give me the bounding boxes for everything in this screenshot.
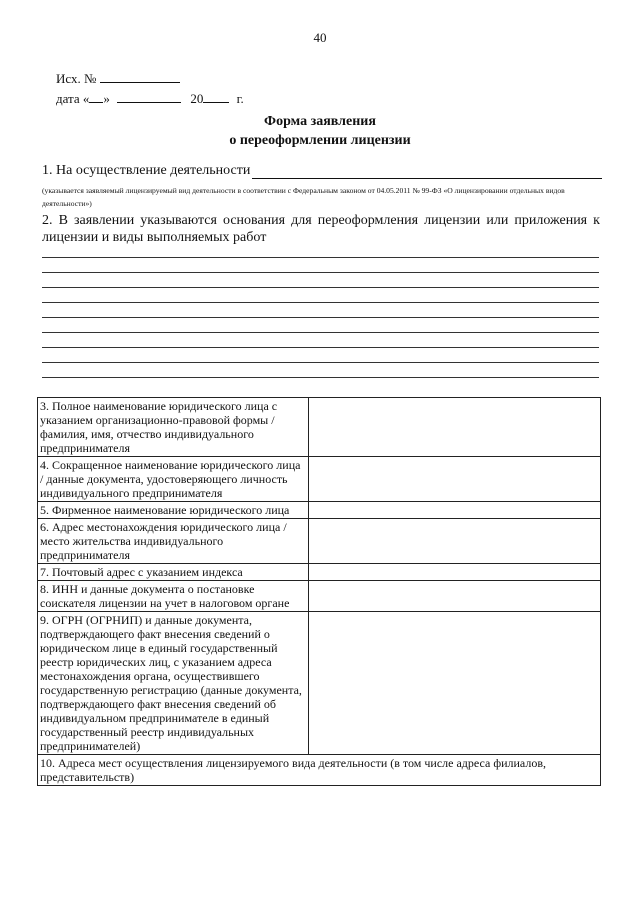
row-value-field[interactable] [309,398,601,457]
outgoing-number-label: Исх. № [56,71,97,86]
row-label: 8. ИНН и данные документа о постановке соискателя лицензии на учет в налоговом органе [38,581,309,612]
date-prefix: дата « [56,91,90,106]
form-title: Форма заявления [264,114,376,129]
activity-line [42,163,602,179]
outgoing-number-line [56,70,180,87]
outgoing-number-field[interactable] [100,70,180,83]
date-day-field[interactable] [89,90,103,103]
table-row [38,457,601,502]
grounds-line[interactable] [42,362,599,363]
date-line [56,90,244,107]
page-number: 40 [313,30,327,45]
addresses-row[interactable]: 10. Адреса мест осуществления лицензируемого вида деятельности (в том числе адреса филиалов, представительств) [38,755,601,786]
date-quote-close: » [103,91,110,106]
date-month-field[interactable] [117,90,181,103]
grounds-line[interactable] [42,377,599,378]
grounds-line[interactable] [42,332,599,333]
table-row [38,581,601,612]
activity-label: 1. На осуществление деятельности [42,163,251,178]
form-subtitle: о переоформлении лицензии [229,133,411,148]
grounds-line[interactable] [42,257,599,258]
table-row [38,398,601,457]
grounds-line[interactable] [42,272,599,273]
table-row [38,502,601,519]
grounds-line[interactable] [42,347,599,348]
row-label: 6. Адрес местонахождения юридического лица / место жительства индивидуального предпринимателя [38,519,309,564]
row-value-field[interactable] [309,564,601,581]
row-label: 4. Сокращенное наименование юридического лица / данные документа, удостоверяющего личность индивидуального предпринимателя [38,457,309,502]
row-label: 3. Полное наименование юридического лица с указанием организационно-правовой формы / фамилия, имя, отчество индивидуального предпринимателя [38,398,309,457]
row-label: 9. ОГРН (ОГРНИП) и данные документа, подтверждающего факт внесения сведений о юридическом лице в единый государственный реестр юридических лиц, с указанием адреса местонахождения органа, осуществившего государственную регистрацию (данные документа, подтверждающего факт внесения сведений об индивидуальном предпринимателе в единый государственный реестр индивидуальных предпринимателей) [38,612,309,755]
row-value-field[interactable] [309,581,601,612]
row-value-field[interactable] [309,612,601,755]
grounds-line[interactable] [42,317,599,318]
table-row [38,755,601,786]
row-value-field[interactable] [309,457,601,502]
date-year-prefix: 20 [190,91,204,106]
table-row [38,564,601,581]
date-year-field[interactable] [203,90,229,103]
applicant-info-table [37,397,601,786]
grounds-heading: 2. В заявлении указываются основания для переоформления лицензии или приложения к лицензии и виды выполняемых работ [42,213,600,245]
table-row [38,612,601,755]
row-value-field[interactable] [309,519,601,564]
table-row [38,519,601,564]
activity-field[interactable] [252,164,602,179]
row-value-field[interactable] [309,502,601,519]
grounds-line[interactable] [42,302,599,303]
row-label: 7. Почтовый адрес с указанием индекса [38,564,309,581]
date-year-suffix: г. [236,91,244,106]
row-label: 5. Фирменное наименование юридического лица [38,502,309,519]
activity-footnote: (указывается заявляемый лицензируемый вид деятельности в соответствии с Федеральным законом от 04.05.2011 № 99-ФЗ «О лицензировании отдельных видов деятельности») [42,186,565,208]
grounds-line[interactable] [42,287,599,288]
